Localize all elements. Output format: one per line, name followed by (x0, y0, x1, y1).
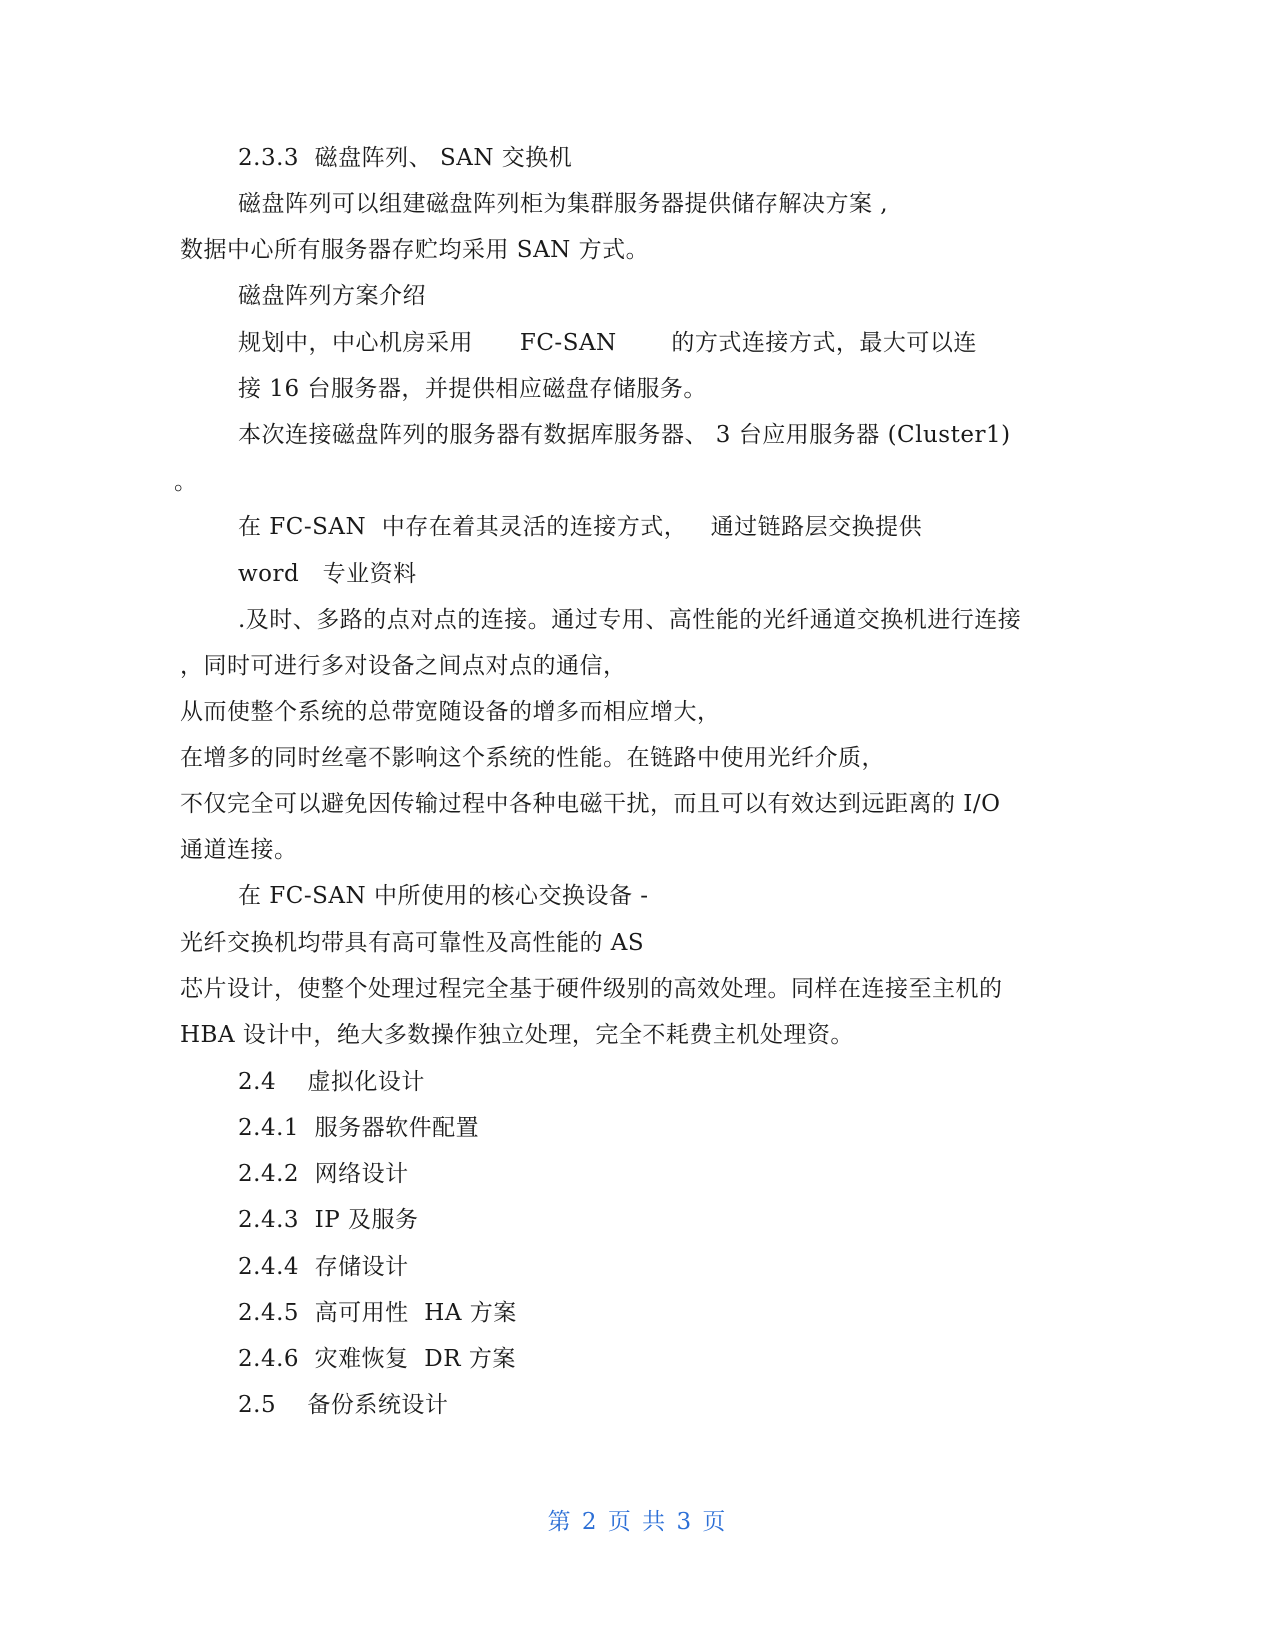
paragraph-line: .及时、多路的点对点的连接。通过专用、高性能的光纤通道交换机进行连接 (238, 607, 1022, 633)
paragraph-line: 磁盘阵列可以组建磁盘阵列柜为集群服务器提供储存解决方案 , (238, 191, 889, 217)
section-heading-2-4-6: 2.4.6 灾难恢复 DR 方案 (238, 1346, 516, 1372)
paragraph-line: 接 16 台服务器，并提供相应磁盘存储服务。 (238, 376, 707, 402)
paragraph-line: 从而使整个系统的总带宽随设备的增多而相应增大， (180, 699, 721, 725)
paragraph-line: ，同时可进行多对设备之间点对点的通信， (180, 653, 627, 679)
paragraph-line: word 专业资料 (238, 561, 417, 587)
section-heading-2-4-1: 2.4.1 服务器软件配置 (238, 1115, 480, 1141)
section-heading-2-4: 2.4 虚拟化设计 (238, 1069, 425, 1095)
paragraph-line: 。 (174, 469, 198, 495)
paragraph-line: 通道连接。 (180, 837, 298, 863)
paragraph-line: 数据中心所有服务器存贮均采用 SAN 方式。 (180, 237, 650, 263)
paragraph-line: 在 FC-SAN 中所使用的核心交换设备 - (238, 883, 649, 909)
paragraph-line: 本次连接磁盘阵列的服务器有数据库服务器、 3 台应用服务器 (Cluster1) (238, 422, 1011, 448)
paragraph-line: 光纤交换机均带具有高可靠性及高性能的 AS (180, 930, 645, 956)
paragraph-line: 磁盘阵列方案介绍 (238, 283, 426, 309)
paragraph-line: 规划中，中心机房采用 FC-SAN 的方式连接方式，最大可以连 (238, 330, 977, 356)
section-heading-2-3-3: 2.3.3 磁盘阵列、 SAN 交换机 (238, 145, 573, 171)
section-heading-2-4-5: 2.4.5 高可用性 HA 方案 (238, 1300, 517, 1326)
paragraph-line: 不仅完全可以避免因传输过程中各种电磁干扰，而且可以有效达到远距离的 I/O (180, 791, 1001, 817)
section-heading-2-4-4: 2.4.4 存储设计 (238, 1254, 409, 1280)
section-heading-2-4-2: 2.4.2 网络设计 (238, 1161, 409, 1187)
paragraph-line: 芯片设计，使整个处理过程完全基于硬件级别的高效处理。同样在连接至主机的 (180, 976, 1003, 1002)
section-heading-2-5: 2.5 备份系统设计 (238, 1392, 449, 1418)
section-heading-2-4-3: 2.4.3 IP 及服务 (238, 1207, 419, 1233)
paragraph-line: HBA 设计中，绝大多数操作独立处理，完全不耗费主机处理资。 (180, 1022, 854, 1048)
paragraph-line: 在增多的同时丝毫不影响这个系统的性能。在链路中使用光纤介质， (180, 745, 885, 771)
paragraph-line: 在 FC-SAN 中存在着其灵活的连接方式， 通过链路层交换提供 (238, 514, 923, 540)
page-number-footer: 第 2 页 共 3 页 (547, 1509, 728, 1535)
